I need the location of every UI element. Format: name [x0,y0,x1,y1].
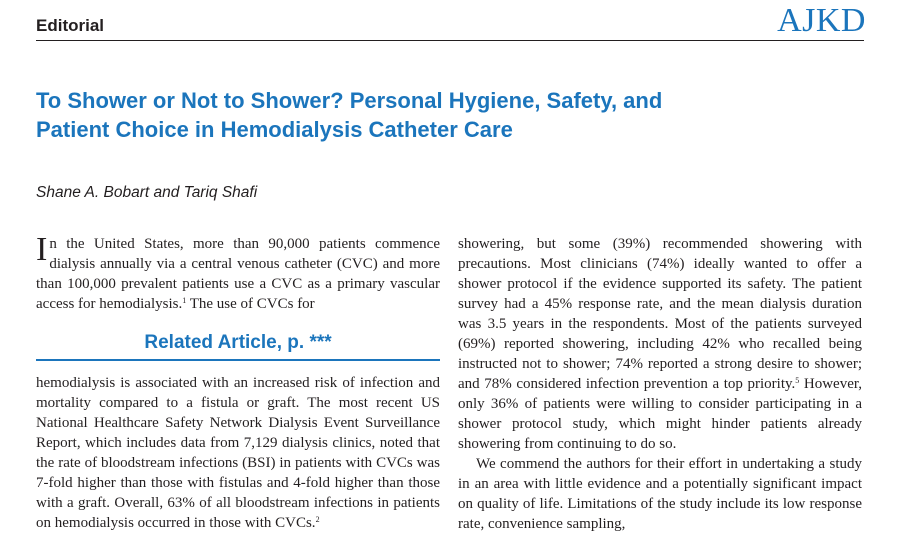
drop-cap: I [36,231,48,268]
reference-1[interactable]: 1 [182,296,187,305]
intro-text: n the United States, more than 90,000 patients commence dialysis annually via a central venous catheter (CVC) and more than 100,000 prevalent patients use a CVC as a primary vascular access for hemodialysis. [36,236,440,312]
reference-5[interactable]: 5 [795,376,800,385]
body-paragraph [458,234,862,454]
intro-text-tail: The use of CVCs for [186,296,315,312]
column-1-intro [36,231,440,314]
related-article-box[interactable] [36,323,440,361]
header-divider [36,40,864,41]
column-1-continued [36,373,440,533]
body-text: However, only 36% of patients were willing to consider participating in a shower protocol study, which might hinder patients already showering from continuing to do so. [458,376,862,452]
related-article-link[interactable]: Related Article, p. *** [144,332,332,353]
body-paragraph [36,373,440,533]
section-label: Editorial [36,16,105,35]
article-authors: Shane A. Bobart and Tariq Shafi [36,184,258,201]
reference-2[interactable]: 2 [315,515,320,524]
body-paragraph: We commend the authors for their effort in undertaking a study in an area with little evidence and a potentially significant impact on quality of life. Limitations of the study include its low response rate, convenience sampling, [458,456,862,532]
journal-logo: AJKD [777,2,866,39]
article-title: To Shower or Not to Shower? Personal Hygiene, Safety, and Patient Choice in Hemodialysis Catheter Care [36,88,663,142]
body-text: hemodialysis is associated with an increased risk of infection and mortality compared to a fistula or graft. The most recent US National Healthcare Safety Network Dialysis Event Surveillance Report, which includes data from 7,129 dialysis clinics, noted that the rate of bloodstream infections (BSI) in patients with CVCs was 7-fold higher than those with fistulas and 4-fold higher than those with a graft. Overall, 63% of all bloodstream infections in patients on hemodialysis occurred in those with CVCs. [36,375,440,531]
intro-paragraph [36,231,440,314]
body-text: showering, but some (39%) recommended showering with precautions. Most clinicians (74%) ideally wanted to offer a shower protocol if the evidence supported its safety. The patient survey had a 45% response rate, and the mean dialysis duration was 3.5 years in the respondents. Most of the patients surveyed (69%) reported showering, including 42% who recalled being instructed not to shower; 74% reported a strong desire to shower; and 78% considered infection prevention a top priority. [458,236,862,392]
column-2 [458,234,862,534]
